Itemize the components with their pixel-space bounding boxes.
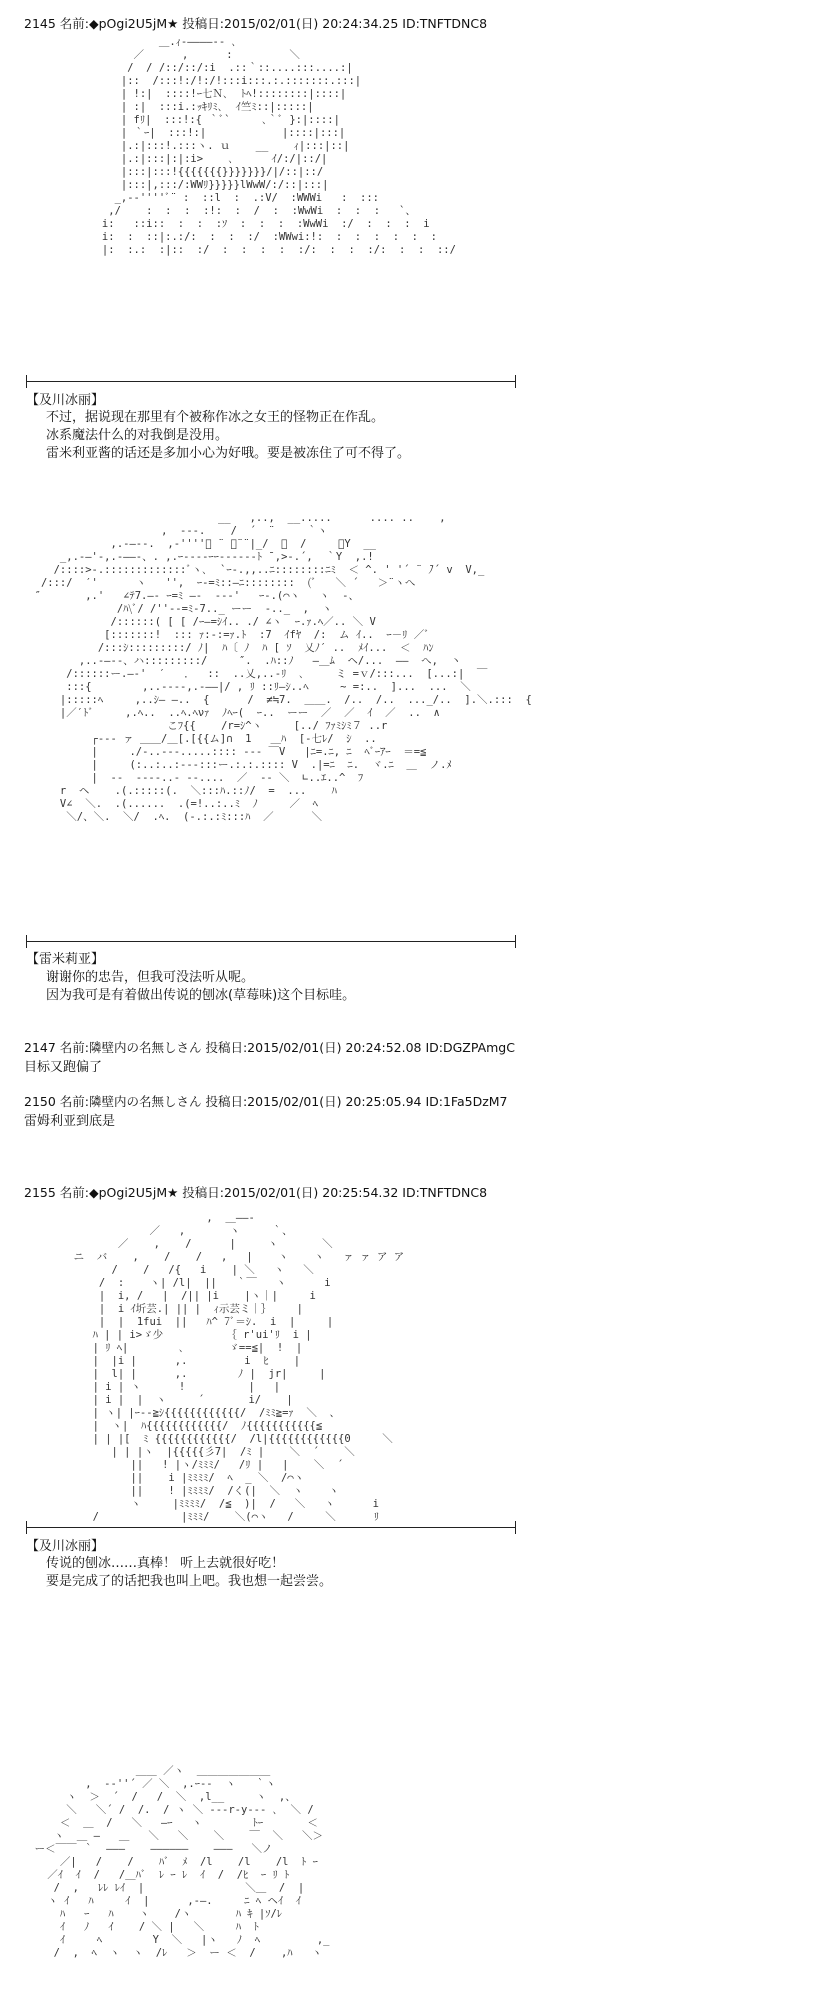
dialogue-line: 不过，据说现在那里有个被称作冰之女王的怪物正在作乱。 [46, 410, 385, 425]
divider [26, 941, 516, 942]
divider [26, 1527, 516, 1528]
dialogue-line: 雷米利亚酱的话还是多加小心为好哦。要是被冻住了可不得了。 [46, 446, 411, 461]
dialogue-line: 因为我可是有着做出传说的刨冰(草莓味)这个目标哇。 [46, 988, 356, 1003]
post-body: 雷姆利亚到底是 [24, 1114, 116, 1129]
post-header-2145: 2145 名前:◆pOgi2U5jM★ 投稿日:2015/02/01(日) 20:24:34.25 ID:TNFTDNC8 [24, 16, 488, 31]
dialogue-line: 传说的刨冰……真棒！ 听上去就很好吃！ [46, 1556, 285, 1571]
ascii-art-oikawa-2: , ＿――‐ ／ , ヽ ｀、 ／ , / | ヽ ＼ ニ バ , / / , | ヽ ヽ ァ ァ ア ア / / /{ i | ＼ ヽ ＼ / : ヽ| /l| || ｀￣ ヽ i | i, / | /|| |i |ヽ｜| i | i ｲ圻芸.| || | ｨ示芸ミ｜｝ | | | 1fui || ﾊ^ 7ﾞ＝ｼ. i | | ﾊ | | i>ゞ少 ｛ r'ui'ﾘ i | | ﾘ ﾍ| ､ ゞ==≦| ! | | |i | ,. i ﾋ | | l| | ,. ﾉ | jr| | | i | ヽ ! | | | i | | ヽ ´ i/ | | ヽ| |ｰ-‐≧ｼ{{{{{{{{{{{{/ /ﾐﾐ≧=ｧ ＼ 、 | ヽ| ﾊ{{{{{{{{{{{{/ ﾉ{{{{{{{{{{{≦ | | |[ ﾐ {{{{{{{{{{{{/ /l|{{{{{{{{{{{{0 ＼ | | |ヽ |{{{{{彡7| /ﾐ | ＼ ´ ＼ || ! |ヽ/ﾐﾐﾐ/ /ﾘ | | ＼ ´ || i |ﾐﾐﾐﾐ/ ﾍ _ ＼ /⌒ヽ || ! |ﾐﾐﾐﾐ/ /く(| ＼ ヽ ヽ ヽ |ﾐﾐﾐﾐ/ /≦ )| / ＼ ヽ i / |ﾐﾐﾐ/ ＼(⌒ヽ / ＼ ﾘ [73, 1212, 405, 1523]
post-header-2155: 2155 名前:◆pOgi2U5jM★ 投稿日:2015/02/01(日) 20:25:54.32 ID:TNFTDNC8 [24, 1185, 488, 1200]
speaker-label: 【雷米莉亚】 [26, 952, 105, 967]
post-body: 目标又跑偏了 [24, 1060, 103, 1075]
dialogue-line: 要是完成了的话把我也叫上吧。我也想一起尝尝。 [46, 1574, 333, 1589]
dialogue-line: 谢谢你的忠告，但我可没法听从呢。 [46, 970, 255, 985]
speaker-label: 【及川冰丽】 [26, 1539, 105, 1554]
ascii-art-oikawa-3: ＿＿ ／ヽ ＿＿＿＿＿＿＿ , -‐''´ ／ ＼ ,.ｰ‐‐ ヽ ｀ヽ ヽ ＞ ´ / / ＼ ,l__ ヽ ,、 ＼ ＼´ / /. / ヽ ＼ -‐‐r-y‐‐- ､ ＼ / ＜ ＿ / ＼ ―ｰ ヽ ﾄｰ ＜ ヽ ＿ ― ＿ ＼ ＼ ＼ ￣ ＼ ＼＞ ー＜￣￣ ｀ ――― ―――――― ――― ＼ノ ／| / / ﾊﾞ ﾒ /l /l /l ﾄ ｰ ／ｲ ｲ / /＿ﾊﾞ ﾚ ｰ ﾚ ｲ / /ﾋ ｰ ﾘ ﾄ / , ﾚﾚ ﾚｲ | ＼＿ / | ヽ ｲ ﾊ ｲ | ,-―. ﾆ ﾍ ヘｲ ｲ ﾊ ｰ ﾊ ヽ /ヽ ﾊ ｷ |ｿ/ﾚ ｲ ﾉ ｲ / ＼ | ＼ ﾊ ﾄ ｲ ﾍ Y ＼ |ヽ ﾉ ﾍ ,_ / , ﾍ ヽ ヽ /ﾚ ＞ ー ＜ / ,ﾊ ヽ [34, 1765, 330, 1959]
ascii-art-oikawa-1: ＿.ｨ‐――――‐- ､ ／ , : ＼ / / /::/::/:i .::｀::....:::....:| |:: /:::!:/!:/!:::i:::.:.:::::::.:::| | !:| ::::!ｰ七Ｎ､ ﾄﾍ!::::::::|::::| | :| :::i.:ｯｷﾘﾐ､ ｲ竺ﾐ::|:::::| | fﾘ| :::!:{ ｀ﾞ` ､｀ﾞ }:|::::| | ｀ｰ| :::!:| |::::|:::| |.:|:::!.:::ヽ. ｕ __ ｨ|:::|::| |.:|:::|:|:i> ､ ｲ/:/|::/| |:::|:::!{{{{{{{}}}}}}}/|/::|::/ |:::|,:::/:WWﾘ}}}}}lWwW/:/::|:::| _,-‐''''ﾞ¨ : ::l : .:V/ :WWWi : ::: ,/ : : : :!: : / : :WwWi : : : `、 i: ::i:: : : :ｿ : : : :WwWi :/ : : : i i: : ::|:.:/: : : :/ :WWwi:!: : : : : : : |: :.: :|:: :/ : : : : :/: : : :/: : : ::/ [101, 36, 456, 256]
speaker-label: 【及川冰丽】 [26, 393, 105, 408]
post-header-2150: 2150 名前:隣壁内の名無しさん 投稿日:2015/02/01(日) 20:25:05.94 ID:1Fa5DzM7 [24, 1094, 508, 1109]
post-header-2147: 2147 名前:隣壁内の名無しさん 投稿日:2015/02/01(日) 20:24:52.08 ID:DGZPAmgC [24, 1040, 515, 1055]
ascii-art-remilia: __ ,.., __..... .... .. , , ---. / ´ ¨ ｀ヽ ,.-―‐-. ,-''''ﾞ ¨ ﾞ¨¨|_/ ｀ / ｀Y __ _,.-―'-,.-――‐、. ,.ｰ----ｰｰ----‐‐ﾄ ̄ ,>‐.´, ｀Y ,.! /::::>‐.:::::::::::::ﾞヽ､ `ｰ-.,,..ﾆ::::::::ﾆﾐ ＜ ^. ' '´ ¨ ̄ﾉ´ v V,_ /:::/ ′' ヽ '', ｰ-=ﾐ::―ﾆ:::::::: (ﾞ ＼ ´ ＞¨ヽへ ″ ,.' ∠ﾃ7.―‐ ｰ=ﾐ ―‐ ‐‐‐' ｰ‐.(⌒ヽ ヽ ‐、 /ﾊ\ﾞ/ /''‐‐=ﾐ‐7.._ ーー ‐.._ , ヽ /::::::( [ [ /ｰ―=ｼｲ.. ./ ∠ヽ ｰ.ｧ.ﾍ／.. ＼ V [:::::::! ::: ｧ:‐:=ｧ.ﾄ :7 ｲfﾔ /: ム ｲ.. ｰ－ﾘ ／ﾞ /:::ｼ:::::::::/ ﾉ| ﾊ〔 ﾉ ﾊ [ ｿ 乂ﾉ′ .. ﾒｲ... ＜ ﾊﾝ ,..-―‐-、ハ:::::::::/ ″. .ﾊ::ﾉ ―＿ﾑ ヘ/... ―― へ, 丶 /::::::ー.―-' ′ ． :: ..乂,..‐ﾘ ､ ミ =ｖ/:::... [...:| ￣ :::{ ,..----,.-――|/ , ﾘ ::ﾘ―ｼ..ﾍ ~ =:.. ]... ... ＼ |:::::ﾍ ,..ｼ― ―.. { / ≠≒7. ＿＿. /.. /.. ..._/.. ].＼.::: { |／′ﾄﾞ ,.ﾍ.. ..ﾍ.ﾍνｧ ﾉﾍｰ( ｰ.. ーー ／ ／ ｲ ／ .. ∧ こﾌ{{ /r=ｼ^ヽ [../ ﾌｧﾐｼﾐ７ ..r ┌‐‐‐ ァ ＿＿/＿[.[{{ム]∩ 1 ＿ﾊ [‐七ﾚ/ ｼ .. | ./‐..‐‐‐.....:::: ‐‐‐ ￣V |ﾆ=.ﾆ, ﾆ ﾍﾞｰｱｰ ＝=≦ | (:..:..:‐‐‐:::ー.:.:.:::: V .|=ﾆ ﾆ. ヾ.ﾆ ＿ ノ.ﾒ | ‐‐ ‐‐‐‐..‐ ‐‐.... ／ ‐‐ ＼ ∟..ｴ..^ ﾌ r ヘ .(.:::::(. ＼:::ﾊ.::ﾉ/ = ... ﾊ V∠ ＼. .(...... .(=!..:..ﾐ ﾉ ／ ﾍ ＼/、＼. ＼/ .ﾍ. (-.:.:ﾐ:::ﾊ ／ ＼ [34, 512, 532, 823]
divider [26, 381, 516, 382]
dialogue-line: 冰系魔法什么的对我倒是没用。 [46, 428, 229, 443]
